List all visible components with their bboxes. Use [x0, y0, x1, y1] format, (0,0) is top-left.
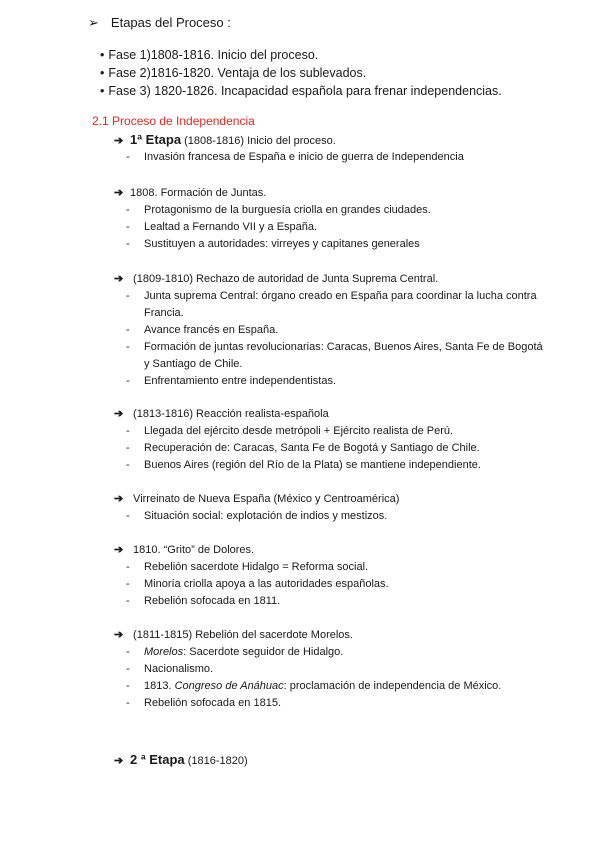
arrow-icon: ➔ — [114, 408, 124, 420]
list-item: - Minoría criolla apoya a las autoridades españolas. — [126, 578, 389, 590]
stage-2-heading: ➔ 2 ª Etapa (1816-1820) — [114, 751, 248, 769]
arrow-icon: ➔ — [114, 544, 124, 556]
list-item: - Formación de juntas revolucionarias: Caracas, Buenos Aires, Santa Fe de Bogotá y Santiago de Chile. — [126, 341, 543, 370]
list-item: - Nacionalismo. — [126, 663, 214, 675]
block-heading: ➔ Virreinato de Nueva España (México y Centroamérica) — [114, 490, 544, 508]
list-item: - Buenos Aires (región del Río de la Plata) se mantiene independiente. — [126, 459, 481, 471]
arrow-icon: ➔ — [114, 493, 124, 505]
list-item: - Rebelión sacerdote Hidalgo = Reforma social. — [126, 561, 369, 573]
block-heading: ➔ 1810. “Grito” de Dolores. — [114, 541, 544, 559]
list-item: - Junta suprema Central: órgano creado en España para coordinar la lucha contra Francia. — [126, 290, 537, 319]
list-item: - Invasión francesa de España e inicio de guerra de Independencia — [126, 151, 464, 163]
list-item: • Fase 3) 1820-1826. Incapacidad española para frenar independencias. — [100, 84, 502, 98]
block-heading: ➔ (1813-1816) Reacción realista-española — [114, 405, 544, 423]
stages-heading — [88, 15, 231, 31]
block-heading: ➔ (1811-1815) Rebelión del sacerdote Morelos. — [114, 626, 544, 644]
bullet-icon: • — [100, 84, 105, 98]
list-item: - Protagonismo de la burguesía criolla en grandes ciudades. — [126, 204, 431, 216]
bullet-icon: • — [100, 48, 105, 62]
stage-2-block — [114, 751, 248, 769]
grito-block — [114, 541, 544, 610]
list-item: - 1813. Congreso de Anáhuac: proclamación de independencia de México. — [126, 680, 502, 692]
list-item: - Enfrentamiento entre independentistas. — [126, 375, 337, 387]
stage-1-heading: ➔ 1ª Etapa (1808-1816) Inicio del proceso. — [114, 131, 544, 149]
morelos-block — [114, 626, 544, 712]
list-item: - Sustituyen a autoridades: virreyes y capitanes generales — [126, 238, 420, 250]
block-heading: ➔ (1809-1810) Rechazo de autoridad de Junta Suprema Central. — [114, 270, 544, 288]
section-title: 2.1 Proceso de Independencia — [92, 114, 255, 128]
list-item: - Morelos: Sacerdote seguidor de Hidalgo. — [126, 646, 344, 658]
list-item: • Fase 2)1816-1820. Ventaja de los sublevados. — [100, 66, 367, 80]
phase-list — [100, 46, 502, 100]
arrow-icon: ➔ — [114, 273, 124, 285]
rechazo-block — [114, 270, 544, 390]
list-item: • Fase 1)1808-1816. Inicio del proceso. — [100, 48, 319, 62]
stage-1-block — [114, 131, 544, 166]
arrow-bullet-icon: ➢ — [88, 15, 99, 30]
block-heading: ➔ 1808. Formación de Juntas. — [114, 184, 544, 202]
arrow-icon: ➔ — [114, 135, 124, 147]
list-item: - Llegada del ejército desde metrópoli + Ejército realista de Perú. — [126, 425, 454, 437]
juntas-block — [114, 184, 544, 253]
list-item: - Lealtad a Fernando VII y a España. — [126, 221, 318, 233]
stages-heading-text: Etapas del Proceso : — [110, 15, 231, 30]
reaccion-block — [114, 405, 544, 474]
list-item: - Avance francés en España. — [126, 324, 279, 336]
arrow-icon: ➔ — [114, 755, 124, 767]
arrow-icon: ➔ — [114, 629, 124, 641]
list-item: - Situación social: explotación de indios y mestizos. — [126, 510, 388, 522]
list-item: - Rebelión sofocada en 1811. — [126, 595, 281, 607]
arrow-icon: ➔ — [114, 187, 124, 199]
bullet-icon: • — [100, 66, 105, 80]
list-item: - Recuperación de: Caracas, Santa Fe de Bogotá y Santiago de Chile. — [126, 442, 480, 454]
list-item: - Rebelión sofocada en 1815. — [126, 697, 281, 709]
virreinato-block — [114, 490, 544, 525]
